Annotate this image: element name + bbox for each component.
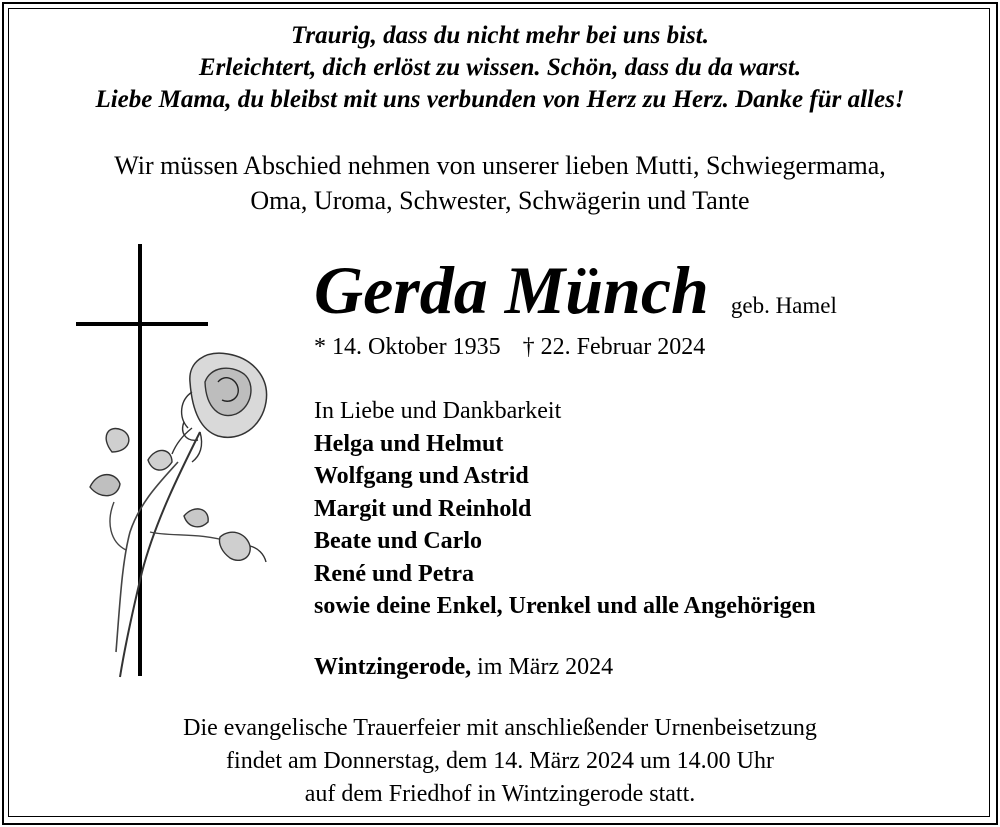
verse-line-2: Erleichtert, dich erlöst zu wissen. Schön, dass du da warst. xyxy=(198,54,802,81)
intro-line-2: Oma, Uroma, Schwester, Schwägerin und Tante xyxy=(250,186,750,215)
family-block xyxy=(314,395,816,623)
funeral-service-info xyxy=(20,712,980,811)
farewell-intro xyxy=(20,148,980,218)
cross-icon xyxy=(76,244,208,676)
maiden-name: geb. Hamel xyxy=(730,293,837,318)
family-member: Helga und Helmut xyxy=(314,430,504,457)
birth-date: * 14. Oktober 1935 xyxy=(314,334,501,360)
place-and-date xyxy=(314,650,613,684)
family-member: Beate und Carlo xyxy=(314,528,482,554)
service-line-2: findet am Donnerstag, dem 14. März 2024 um 14.00 Uhr xyxy=(226,748,774,774)
verse-line-1: Traurig, dass du nicht mehr bei uns bist. xyxy=(291,22,709,49)
deceased-name: Gerda Münch xyxy=(314,252,709,328)
deceased-name-row xyxy=(314,250,837,330)
place-town: Wintzingerode, xyxy=(314,654,472,680)
family-member: René und Petra xyxy=(314,560,474,587)
memorial-verse xyxy=(20,20,980,116)
family-member: sowie deine Enkel, Urenkel und alle Angehörigen xyxy=(314,593,816,619)
cross-and-rose-artwork xyxy=(60,232,300,692)
life-dates xyxy=(314,330,705,364)
death-date: † 22. Februar 2024 xyxy=(522,334,706,360)
family-intro: In Liebe und Dankbarkeit xyxy=(314,398,562,424)
place-date: im März 2024 xyxy=(477,654,614,680)
verse-line-3: Liebe Mama, du bleibst mit uns verbunden von Herz zu Herz. Danke für alles! xyxy=(95,86,905,113)
intro-line-1: Wir müssen Abschied nehmen von unserer lieben Mutti, Schwiegermama, xyxy=(114,151,886,180)
family-member: Wolfgang und Astrid xyxy=(314,463,529,489)
rose-icon xyxy=(90,353,267,677)
service-line-3: auf dem Friedhof in Wintzingerode statt. xyxy=(304,781,696,807)
family-member: Margit und Reinhold xyxy=(314,495,532,522)
service-line-1: Die evangelische Trauerfeier mit anschließender Urnenbeisetzung xyxy=(183,715,817,741)
